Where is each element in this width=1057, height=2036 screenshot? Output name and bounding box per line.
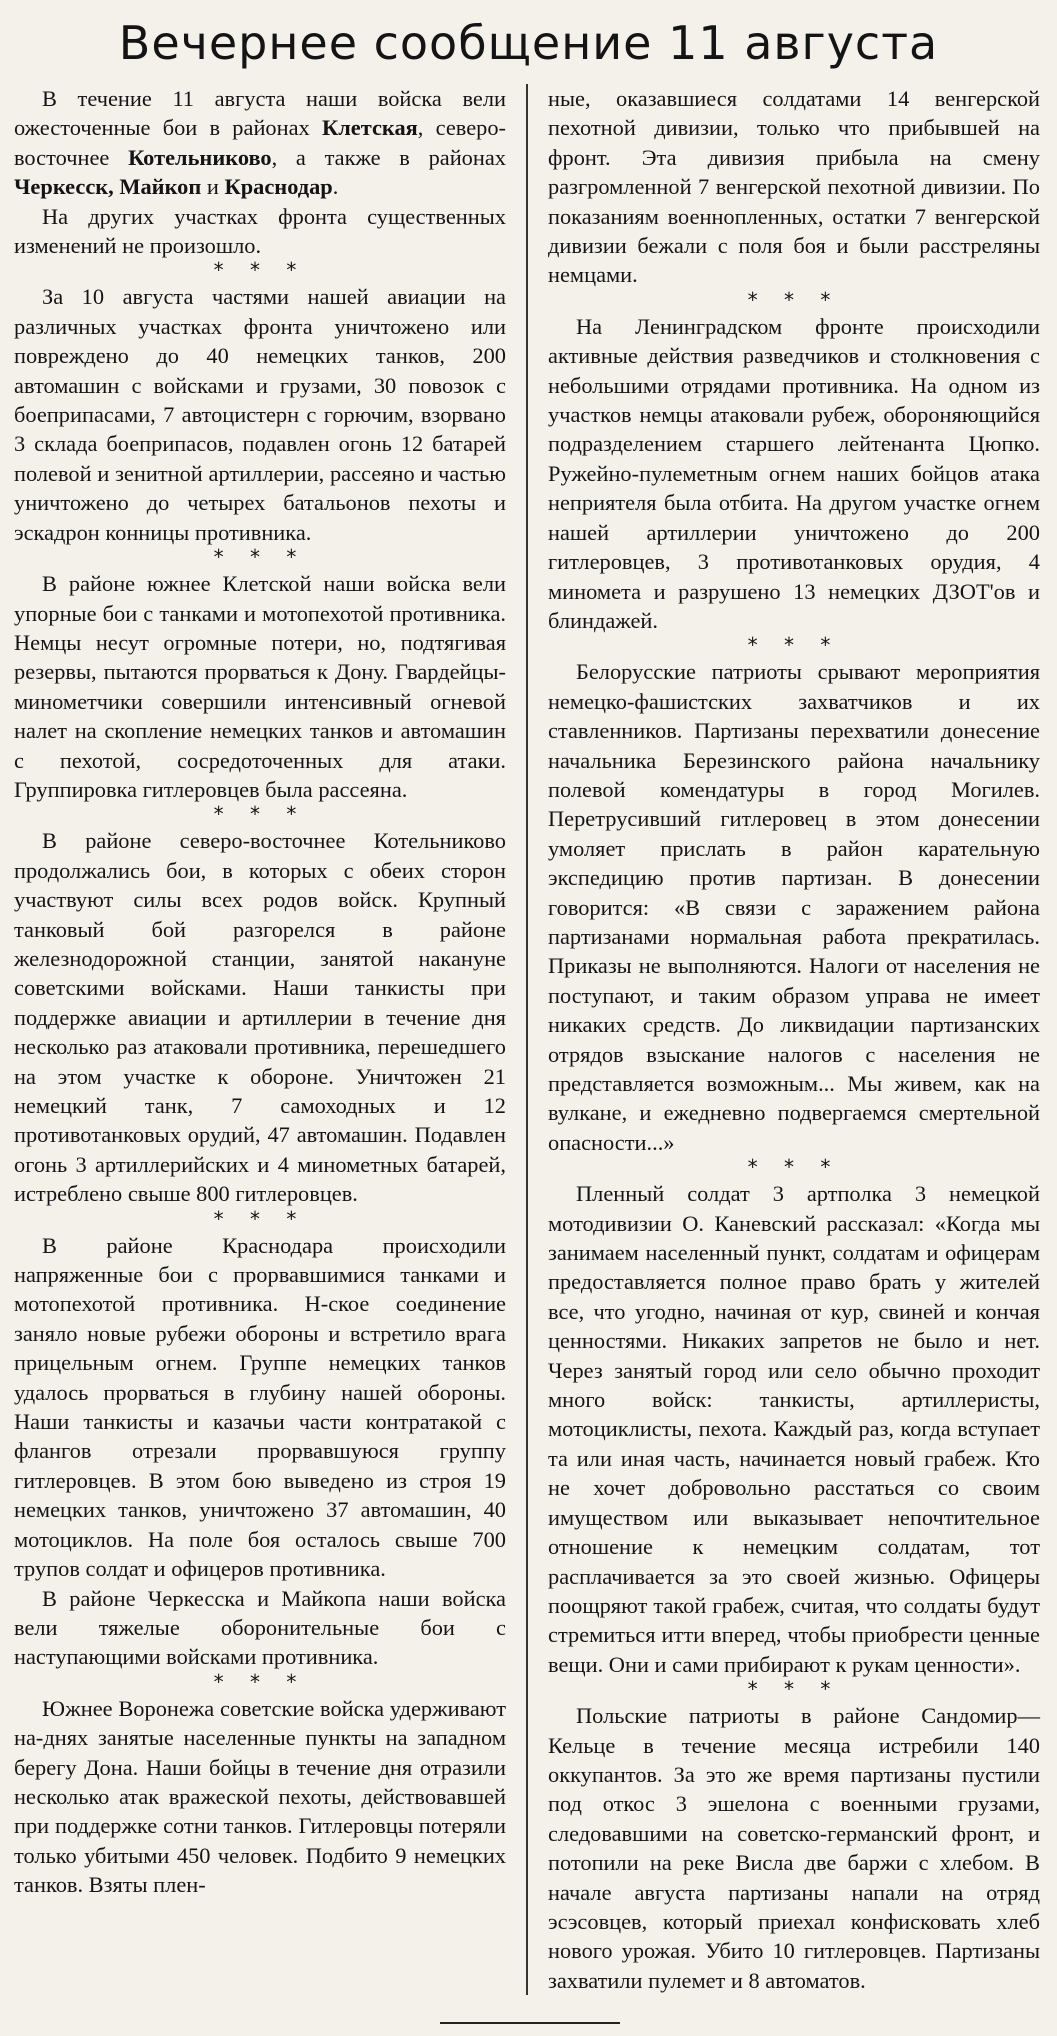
place-name: Клетская: [321, 115, 418, 141]
place-name: Краснодар: [224, 174, 333, 200]
section-separator: * * *: [213, 545, 307, 570]
paragraph: В районе Черкесска и Майкопа наши войска вели тяжелые оборонительные бои с наступающими войсками противника.: [14, 1585, 506, 1670]
section-separator: * * *: [213, 1669, 307, 1694]
section-separator: * * *: [213, 258, 307, 283]
paragraph: Южнее Воронежа советские войска удерживают на-днях занятые населенные пункты на западном берегу Дона. Наши бойцы в течение дня отразили несколько атак вражеской пехоты, действовавшей при поддержке сотни танков. Гитлеровцы потеряли только убитыми 450 человек. Подбито 9 немецких танков. Взяты плен-: [14, 1695, 506, 1898]
paragraph: В районе северо-восточнее Котельниково продолжались бои, в которых с обеих сторон участвуют силы всех родов войск. Крупный танковый бой разгорелся в районе железнодорожной станции, занятой накануне советскими войсками. Наши танкисты при поддержке авиации и артиллерии в течение дня несколько раз атаковали противника, перешедшего на этом участке к обороне. Уничтожен 21 немецкий танк, 7 самоходных и 12 противотанковых орудий, 47 автомашин. Подавлен огонь 3 артиллерийских и 4 минометных батарей, истреблено свыше 800 гитлеровцев.: [14, 828, 506, 1207]
text-run: .: [332, 174, 339, 200]
text-run: и: [201, 174, 225, 200]
right-column: [536, 84, 1040, 1995]
text-run: , северо-восточнее: [14, 115, 506, 170]
paragraph-intro: [14, 84, 506, 202]
column-divider: [526, 84, 528, 1995]
paragraph: На Ленинградском фронте происходили активные действия разведчиков и столкновения с небольшими отрядами противника. На одном из участков немцы атаковали рубеж, обороняющийся подразделением старшего лейтенанта Цюпко. Ружейно-пулеметным огнем наших бойцов атака неприятеля была отбита. На другом участке огнем нашей артиллерии уничтожено до 200 гитлеровцев, 3 противотанковых орудия, 4 миномета и разрушено 13 немецких ДЗОТ'ов и блиндажей.: [548, 313, 1040, 633]
text-run: , а также в районах: [271, 144, 506, 170]
section-separator: * * *: [747, 633, 841, 658]
headline: Вечернее сообщение 11 августа: [118, 16, 939, 70]
section-separator: * * *: [213, 802, 307, 827]
paragraph: В районе южнее Клетской наши войска вели упорные бои с танками и мотопехотой противника. Немцы несут огромные потери, но, подтягивая резервы, пытаются прорваться к Дону. Гвардейцы-минометчики совершили интенсивный огневой налет на скопление немецких танков и автомашин с пехотой, сосредоточенных для атаки. Группировка гитлеровцев была рассеяна.: [14, 571, 506, 802]
place-name: Черкесск, Майкоп: [14, 174, 202, 200]
paragraph-continued: ные, оказавшиеся солдатами 14 венгерской пехотной дивизии, только что прибывшей на фронт. Эта дивизия прибыла на смену разгромленной 7 венгерской пехотной дивизии. По показаниям военнопленных, остатки 7 венгерской дивизии бежали с поля боя и были расстреляны немцами.: [548, 86, 1040, 288]
paragraph: Польские патриоты в районе Сандомир—Кельце в течение месяца истребили 140 оккупантов. За это же время партизаны пустили под откос 3 эшелона с военными грузами, следовавшими на советско-германский фронт, и потопили на реке Висла две баржи с хлебом. В начале августа партизаны напали на отряд эсэсовцев, который приехал конфисковать хлеб нового урожая. Убито 10 гитлеровцев. Партизаны захватили пулемет и 8 автоматов.: [548, 1703, 1040, 1993]
article-columns: [14, 84, 1043, 1995]
bottom-rule: [440, 2022, 620, 2024]
left-column: [14, 84, 518, 1995]
paragraph: В районе Краснодара происходили напряженные бои с прорвавшимися танками и мотопехотой противника. Н-ское соединение заняло новые рубежи обороны и встретило врага прицельным огнем. Группе немецких танков удалось прорваться в глубину нашей обороны. Наши танкисты и казачьи части контратакой с флангов отрезали прорвавшуюся группу гитлеровцев. В этом бою выведено из строя 19 немецких танков, уничтожено 37 автомашин, 40 мотоциклов. На поле боя осталось свыше 700 трупов солдат и офицеров противника.: [14, 1232, 506, 1582]
paragraph: На других участках фронта существенных изменений не произошло.: [14, 203, 506, 259]
paragraph: Пленный солдат 3 артполка 3 немецкой мотодивизии О. Каневский рассказал: «Когда мы занимаем населенный пункт, солдатам и офицерам предоставляется полное право брать у жителей все, что угодно, начиная от кур, свиней и кончая ценностями. Никаких запретов не было и нет. Через занятый город или село обычно проходит много войск: танкисты, артиллеристы, мотоциклисты, пехота. Каждый раз, когда вступает та или иная часть, начинается новый грабеж. Кто не хочет добровольно расстаться со своим имуществом или выказывает непочтительное отношение к немецким солдатам, тот расплачивается за это своей жизнью. Офицеры поощряют такой грабеж, считая, что солдаты будут стремиться итти вперед, чтобы приобрести ценные вещи. Они и сами прибирают к рукам ценности».: [548, 1181, 1040, 1677]
text-run: В течение 11 августа наши войска вели ожесточенные бои в районах: [14, 86, 506, 141]
section-separator: * * *: [747, 1677, 841, 1702]
section-separator: * * *: [747, 287, 841, 312]
paragraph: Белорусские патриоты срывают мероприятия немецко-фашистских захватчиков и их ставленников. Партизаны перехватили донесение начальника Березинского района начальнику полевой комендатуры в город Могилев. Перетрусивший гитлеровец в этом донесении умоляет прислать в район карательную экспедицию против партизан. В донесении говорится: «В связи с заражением района партизанами нормальная работа прекратилась. Приказы не выполняются. Налоги от населения не поступают, и таким образом управа не имеет никаких средств. До ликвидации партизанских отрядов взыскание налогов с населения не представляется возможным... Мы живем, как на вулкане, и ежедневно подвергаемся смертельной опасности...»: [548, 659, 1040, 1155]
paragraph: За 10 августа частями нашей авиации на различных участках фронта уничтожено или повреждено до 40 немецких танков, 200 автомашин с войсками и грузами, 30 повозок с боеприпасами, 7 автоцистерн с горючим, взорвано 3 склада боеприпасов, подавлен огонь 12 батарей полевой и зенитной артиллерии, рассеяно и частью уничтожено до четырех батальонов пехоты и эскадрон конницы противника.: [14, 284, 506, 545]
section-separator: * * *: [213, 1206, 307, 1231]
section-separator: * * *: [747, 1155, 841, 1180]
place-name: Котельниково: [128, 144, 272, 170]
